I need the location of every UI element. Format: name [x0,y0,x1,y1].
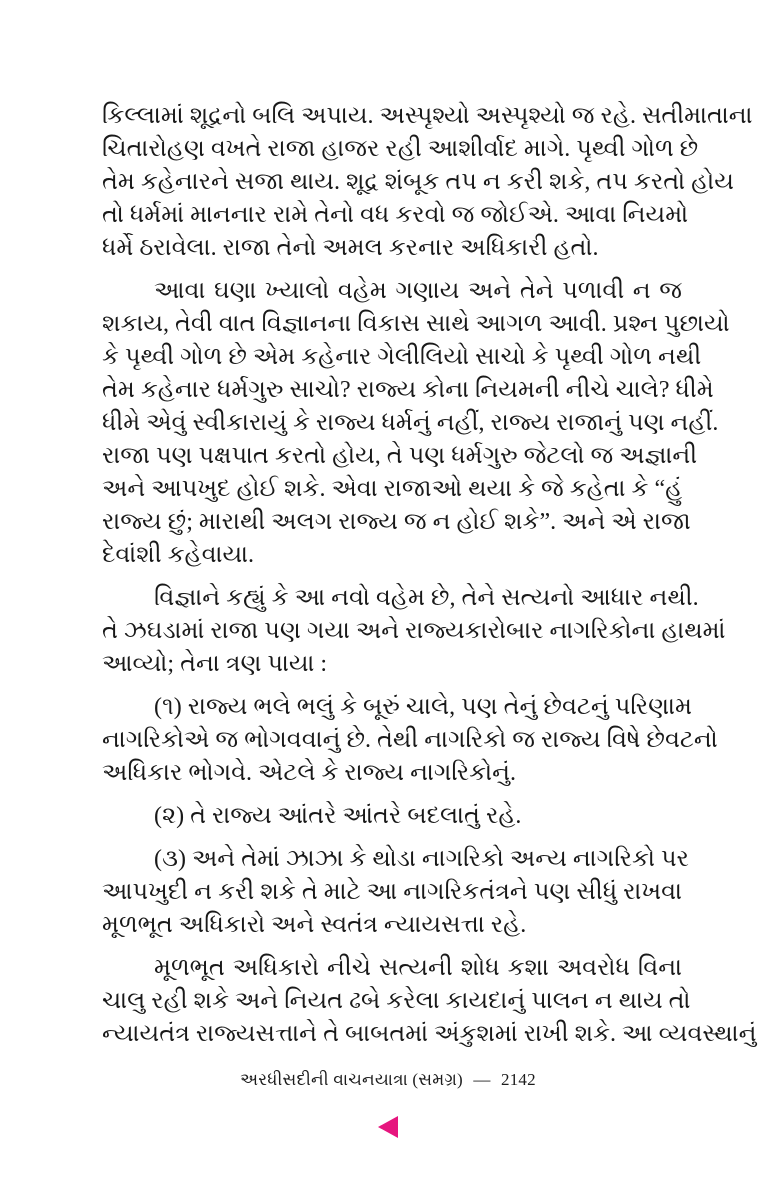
footer-separator: — [473,1070,491,1089]
text-line: રાજ્ય છું; મારાથી અલગ રાજ્ય જ ન હોઈ શકે”. અને એ રાજા [102,509,691,535]
text-line: આવ્યો; તેના ત્રણ પાયા : [102,651,328,677]
text-line: દેવાંશી કહેવાયા. [102,542,254,568]
text-line: ચાલુ રહી શકે અને નિયત ઢબે કરેલા કાયદાનું પાલન ન થાય તો [102,988,691,1014]
list-item-2 [102,800,682,833]
paragraph [102,582,726,681]
text-line: તેમ કહેનારને સજા થાય. શૂદ્ર શંબૂક તપ ન કરી શકે, તપ કરતો હોય [102,169,734,195]
text-line: (૩) અને તેમાં ઝાઝા કે થોડા નાગરિકો અન્ય નાગરિકો પર [154,846,689,872]
text-line: (૨) તે રાજ્ય આંતરે આંતરે બદલાતું રહે. [154,803,522,829]
text-line: કિલ્લામાં શૂદ્રનો બલિ અપાય. અસ્પૃશ્યો અસ્પૃશ્યો જ રહે. સતીમાતાના [102,103,753,129]
prev-page-triangle-icon[interactable] [378,1116,398,1138]
text-line: મૂળભૂત અધિકારો અને સ્વતંત્ર ન્યાયસત્તા રહે. [102,912,527,938]
text-line: મૂળભૂત અધિકારો નીચે સત્યની શોધ કશા અવરોધ વિના [154,955,682,981]
text-line: ન્યાયતંત્ર રાજ્યસત્તાને તે બાબતમાં અંકુશમાં રાખી શકે. આ વ્યવસ્થાનું [102,1021,757,1047]
text-line: અને આપખુદ હોઈ શકે. એવા રાજાઓ થયા કે જે કહેતા કે “હું [102,476,683,502]
text-line: (૧) રાજ્ય ભલે ભલું કે બૂરું ચાલે, પણ તેનું છેવટનું પરિણામ [154,694,692,720]
text-line: તો ધર્મમાં માનનાર રામે તેનો વધ કરવો જ જોઈએ. આવા નિયમો [102,202,689,228]
paragraph [102,275,730,572]
text-line: નાગરિકોએ જ ભોગવવાનું છે. તેથી નાગરિકો જ રાજ્ય વિષે છેવટનો [102,727,718,753]
body-text [102,100,757,1051]
text-line: ચિતારોહણ વખતે રાજા હાજર રહી આશીર્વાદ માગે. પૃથ્વી ગોળ છે [102,136,699,162]
text-line: વિજ્ઞાને કહ્યું કે આ નવો વહેમ છે, તેને સત્યનો આધાર નથી. [154,585,699,611]
text-line: તેમ કહેનાર ધર્મગુરુ સાચો? રાજ્ય કોના નિયમની નીચે ચાલે? ધીમે [102,377,714,403]
text-line: આપખુદી ન કરી શકે તે માટે આ નાગરિકતંત્રને પણ સીધું રાખવા [102,879,682,905]
footer-book-title: અરધીસદીની વાચનયાત્રા (સમગ્ર) [240,1070,463,1089]
paragraph [102,952,757,1051]
text-line: કે પૃથ્વી ગોળ છે એમ કહેનાર ગેલીલિયો સાચો કે પૃથ્વી ગોળ નથી [102,344,702,370]
footer-page-number: 2142 [501,1070,536,1089]
paragraph [102,100,753,265]
text-line: ધર્મે ઠરાવેલા. રાજા તેનો અમલ કરનાર અધિકારી હતો. [102,235,599,261]
text-line: અધિકાર ભોગવે. એટલે કે રાજ્ય નાગરિકોનું. [102,760,516,786]
text-line: તે ઝઘડામાં રાજા પણ ગયા અને રાજ્યકારોબાર નાગરિકોના હાથમાં [102,618,726,644]
text-line: શકાય, તેવી વાત વિજ્ઞાનના વિકાસ સાથે આગળ આવી. પ્રશ્ન પુછાયો [102,311,730,337]
text-line: ધીમે એવું સ્વીકારાયું કે રાજ્ય ધર્મનું નહીં, રાજ્ય રાજાનું પણ નહીં. [102,410,719,436]
page-footer [0,1069,776,1091]
text-line: આવા ઘણા ખ્યાલો વહેમ ગણાય અને તેને પળાવી ન જ [154,278,682,304]
list-item-1 [102,691,718,790]
list-item-3 [102,843,689,942]
text-line: રાજા પણ પક્ષપાત કરતો હોય, તે પણ ધર્મગુરુ જેટલો જ અજ્ઞાની [102,443,698,469]
